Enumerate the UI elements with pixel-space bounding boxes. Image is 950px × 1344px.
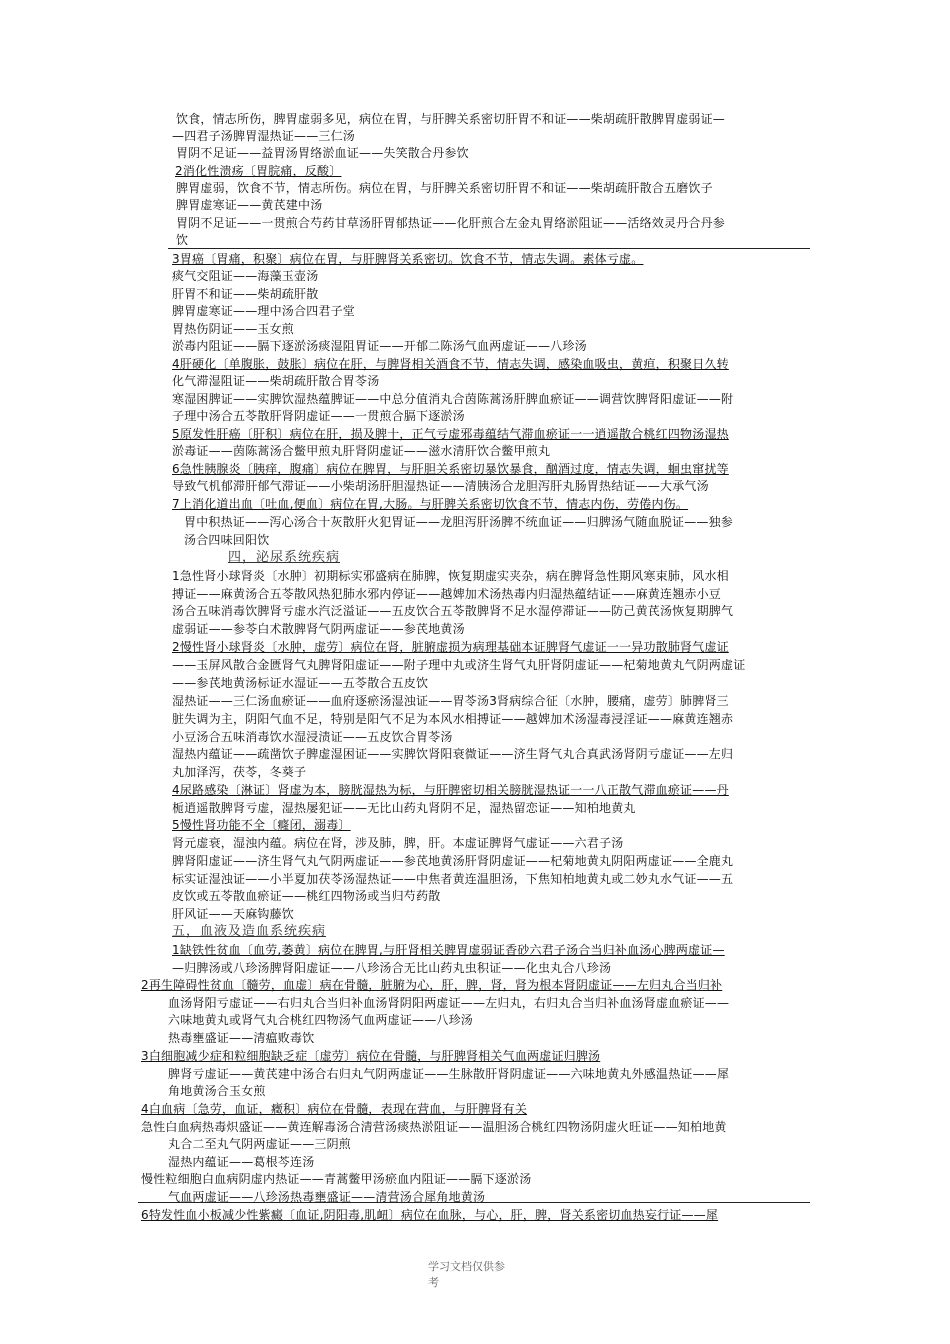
footer-text: 考 (428, 1276, 439, 1289)
text-line: 虚弱证——参苓白术散脾肾气阴两虚证——参芪地黄汤 (172, 622, 465, 636)
text-line: 湿热内蕴证——疏凿饮子脾虚湿困证——实脾饮肾阳衰微证——济生肾气丸合真武汤肾阴亏虚证——左归 (172, 747, 734, 761)
text-line: 子理中汤合五苓散肝肾阴虚证——一贯煎合膈下逐淤汤 (172, 409, 465, 423)
text-line: 导致气机郁滞肝郁气滞证——小柴胡汤肝胆湿热证——清胰汤合龙胆泻肝丸肠胃热结证——大承气汤 (172, 479, 709, 493)
disease-heading-line: 5原发性肝癌〔肝积〕病位在肝，损及脾十，正气亏虚邪毒蕴结气滞血瘀证一一逍遥散合桃红四物汤湿热 (172, 427, 729, 441)
text-line: 饮 (176, 233, 189, 247)
text-line: 肝胃不和证——柴胡疏肝散 (172, 287, 319, 301)
text-line: 脾胃虚寒证——黄芪建中汤 (176, 198, 323, 212)
text-line: 脾肾阳虚证——济生肾气丸气阴两虚证——参芪地黄汤肝肾阴虚证——杞菊地黄丸阴阳两虚证——全鹿丸 (172, 854, 734, 868)
text-line: 肾元虚衰，湿浊内蕴。病位在肾，涉及肺，脾，肝。本虚证脾肾气虚证——六君子汤 (172, 836, 624, 850)
disease-heading-line: 1缺铁性贫血〔血劳,萎黄〕病位在脾胃,与肝肾相关脾胃虚弱证香砂六君子汤合当归补血汤心脾两虚证— (172, 943, 725, 957)
text-line: 湿热内蕴证——葛根芩连汤 (168, 1155, 315, 1169)
disease-heading-line: 7上消化道出血〔吐血,便血〕病位在胃,大肠。与肝脾关系密切饮食不节，情志内伤，劳倦内伤。 (172, 497, 689, 511)
text-line: 热毒壅盛证——清瘟败毒饮 (168, 1031, 315, 1045)
footer-text: 学习文档仅供参 (428, 1260, 505, 1273)
text-line: 脏失调为主，阴阳气血不足，特别是阳气不足为本风水相搏证——越婢加术汤湿毒浸淫证——麻黄连翘赤 (172, 712, 734, 726)
separator-rule (168, 248, 810, 249)
text-line: 寒湿困脾证——实脾饮湿热蕴脾证——中总分值消丸合茵陈蒿汤肝脾血瘀证——调营饮脾肾阳虚证——附 (172, 392, 734, 406)
text-line: 胃阴不足证——一贯煎合芍药甘草汤肝胃郁热证——化肝煎合左金丸胃络淤阻证——活络效灵丹合丹参 (176, 216, 726, 230)
text-line: 肝风证——天麻钩藤饮 (172, 907, 295, 921)
disease-heading-line: 3胃癌〔胃痛，积聚〕病位在胃，与肝脾肾关系密切。饮食不节，情志失调。素体亏虚。 (172, 252, 644, 266)
text-line: 角地黄汤合玉女煎 (168, 1084, 266, 1098)
disease-heading-line: 4肝硬化〔单腹胀，鼓胀〕病位在肝，与脾肾相关酒食不节，情志失调，感染血吸虫，黄疸，积聚日久转 (172, 357, 729, 371)
text-line: 汤合四味回阳饮 (184, 533, 270, 547)
disease-heading-line: 2消化性溃疡〔胃脘痛，反酸〕 (175, 164, 342, 178)
text-line: 搏证——麻黄汤合五苓散风热犯肺水邪内停证——越婢加术汤热毒内归湿热蕴结证——麻黄连翘赤小豆 (172, 587, 722, 601)
text-line: 气血两虚证——八珍汤热毒壅盛证——清营汤合犀角地黄汤 (168, 1190, 486, 1204)
text-line: 胃阴不足证——益胃汤胃络淤血证——失笑散合丹参饮 (176, 146, 469, 160)
text-line: 小豆汤合五味消毒饮水湿浸渍证——五皮饮合胃苓汤 (172, 730, 453, 744)
disease-heading-line: 3白细胞减少症和粒细胞缺乏症〔虚劳〕病位在骨髓，与肝脾肾相关气血两虚证归脾汤 (141, 1049, 601, 1063)
text-line: 淤毒内阻证——膈下逐淤汤痰湿阻胃证——开郁二陈汤气血两虚证——八珍汤 (172, 339, 587, 353)
text-line: ——参芪地黄汤标证水湿证——五苓散合五皮饮 (172, 676, 429, 690)
text-line: 丸合二至丸气阴两虚证——三阴煎 (168, 1137, 352, 1151)
text-line: 胃热伤阴证——玉女煎 (172, 322, 295, 336)
text-line: 血汤肾阳亏虚证——右归丸合当归补血汤肾阴阳两虚证——左归丸，右归丸合当归补血汤肾虚血瘀证—— (168, 996, 730, 1010)
text-line: —归脾汤或八珍汤脾肾阳虚证——八珍汤合无比山药丸虫积证——化虫丸合八珍汤 (172, 961, 612, 975)
disease-heading-line: 4白血病〔急劳，血证，癥积〕病位在骨髓，表现在营血，与肝脾肾有关 (141, 1102, 528, 1116)
text-line: 胃中积热证——泻心汤合十灰散肝火犯胃证——龙胆泻肝汤脾不统血证——归脾汤气随血脱证——独参 (184, 515, 734, 529)
text-line: 湿热证——三仁汤血瘀证——血府逐瘀汤湿浊证——胃苓汤3肾病综合征〔水肿，腰痛，虚劳〕肺脾肾三 (172, 694, 729, 708)
text-line: 脾肾亏虚证——黄芪建中汤合右归丸气阴两虚证——生脉散肝肾阴虚证——六味地黄丸外感温热证——犀 (168, 1067, 730, 1081)
disease-heading-line: 5慢性肾功能不全〔癃闭，溺毒〕 (172, 818, 351, 832)
disease-heading-line: 6急性胰腺炎〔胰痒，腹痛〕病位在脾胃，与肝胆关系密切暴饮暴食，酗酒过度，情志失调，蛔虫窜扰等 (172, 462, 729, 476)
section-heading: 四，泌尿系统疾病 (228, 550, 341, 565)
disease-heading-line: 4尿路感染〔淋证〕肾虚为本，膀胱湿热为标，与肝脾密切相关膀胱湿热证一一八正散气滞血瘀证——丹 (172, 783, 729, 797)
disease-heading-line: 6特发性血小板减少性紫癜〔血证,阴阳毒,肌衄〕病位在血脉，与心，肝，脾，肾关系密切血热妄行证——犀 (141, 1208, 719, 1222)
text-line: 痰气交阻证——海藻玉壶汤 (172, 269, 319, 283)
disease-heading-line: 2慢性肾小球肾炎〔水肿，虚劳〕病位在肾，脏腑虚损为病理基础本证脾肾气虚证一一异功散肺肾气虚证 (172, 640, 729, 654)
section-heading: 五，血液及造血系统疾病 (172, 924, 327, 939)
text-line: 1急性肾小球肾炎〔水肿〕初期标实邪盛病在肺脾，恢复期虚实夹杂，病在脾肾急性期风寒束肺，风水相 (172, 569, 729, 583)
text-line: 慢性粒细胞白血病阴虚内热证——青蒿鳖甲汤瘀血内阻证——膈下逐淤汤 (141, 1172, 532, 1186)
text-line: —四君子汤脾胃湿热证——三仁汤 (172, 129, 356, 143)
text-line: 化气滞湿阻证——柴胡疏肝散合胃苓汤 (172, 374, 380, 388)
text-line: 急性白血病热毒炽盛证——黄连解毒汤合清营汤痰热淤阻证——温胆汤合桃红四物汤阴虚火旺证——知柏地黄 (141, 1120, 727, 1134)
text-line: 脾胃虚弱，饮食不节，情志所伤。病位在胃，与肝脾关系密切肝胃不和证——柴胡疏肝散合五磨饮子 (176, 181, 713, 195)
text-line: 标实证湿浊证——小半夏加茯苓汤湿热证——中焦者黄连温胆汤，下焦知柏地黄丸或二妙丸水气证——五 (172, 872, 734, 886)
text-line: 皮饮或五苓散血瘀证——桃红四物汤或当归芍药散 (172, 889, 441, 903)
text-line: 饮食，情志所伤，脾胃虚弱多见，病位在胃，与肝脾关系密切肝胃不和证——柴胡疏肝散脾胃虚弱证— (176, 112, 726, 126)
text-line: 六味地黄丸或肾气丸合桃红四物汤气血两虚证——八珍汤 (168, 1013, 474, 1027)
text-line: 脾胃虚寒证——理中汤合四君子堂 (172, 304, 356, 318)
text-line: ——玉屏风散合金匮肾气丸脾肾阳虚证——附子理中丸或济生肾气丸肝肾阴虚证——杞菊地黄丸气阴两虚证 (172, 658, 746, 672)
text-line: 汤合五味消毒饮脾肾亏虚水汽泛溢证——五皮饮合五苓散脾肾不足水湿停滞证——防己黄芪汤恢复期脾气 (172, 604, 734, 618)
text-line: 淤毒证——茵陈蒿汤合鳖甲煎丸肝肾阴虚证——滋水清肝饮合鳖甲煎丸 (172, 444, 551, 458)
disease-heading-line: 2再生障碍性贫血〔髓劳，血虚〕病在骨髓，脏腑为心，肝，脾，肾，肾为根本肾阴虚证——左归丸合当归补 (141, 978, 723, 992)
text-line: 丸加泽泻，茯苓，冬葵子 (172, 765, 307, 779)
text-line: 栀逍遥散脾肾亏虚，湿热屡犯证——无比山药丸肾阴不足，湿热留恋证——知柏地黄丸 (172, 801, 636, 815)
